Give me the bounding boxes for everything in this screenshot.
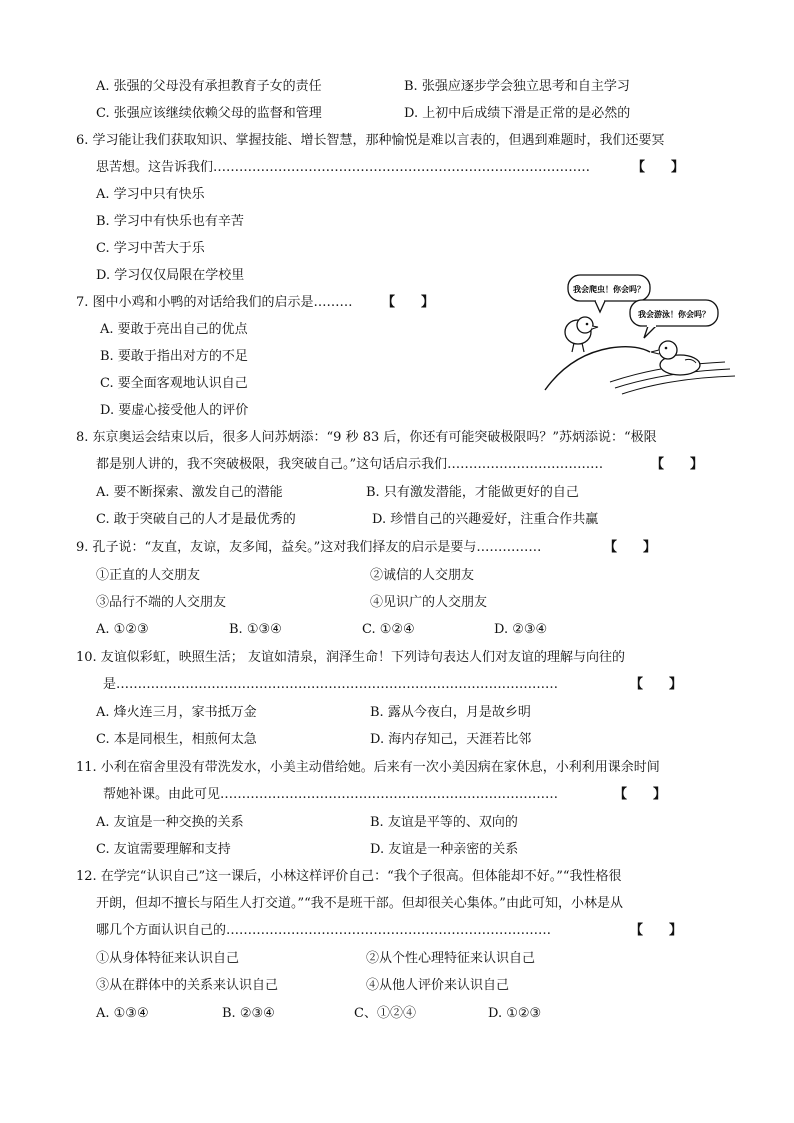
- q6-answer-bracket: 【 】: [632, 160, 685, 175]
- q9-statement-3: ③品行不端的人交朋友: [96, 595, 227, 610]
- q8-stem-line2: 都是别人讲的，我不突破极限，我突破自己。”这句话启示我们………………………………: [96, 457, 604, 472]
- q7-stem-line1: 7. 图中小鸡和小鸭的对话给我们的启示是………: [76, 295, 353, 310]
- q7-option-a: A. 要敢于亮出自己的优点: [100, 322, 248, 337]
- q12-statement-4: ④从他人评价来认识自己: [366, 978, 510, 993]
- duck-speech-bubble: [630, 300, 718, 338]
- q11-option-d: D. 友谊是一种亲密的关系: [370, 842, 519, 857]
- q10-answer-bracket: 【 】: [630, 677, 683, 692]
- chick-figure: [565, 317, 598, 352]
- q11-answer-bracket: 【 】: [614, 787, 667, 802]
- q9-option-b: B. ①③④: [229, 622, 282, 637]
- q7-answer-bracket: 【 】: [382, 295, 435, 310]
- q12-option-b: B. ②③④: [222, 1006, 275, 1021]
- q8-option-c: C. 敢于突破自己的人才是最优秀的: [96, 512, 296, 527]
- q11-option-a: A. 友谊是一种交换的关系: [96, 815, 244, 830]
- q8-option-d: D. 珍惜自己的兴趣爱好，注重合作共赢: [372, 512, 599, 527]
- q10-option-d: D. 海内存知己，天涯若比邻: [370, 732, 532, 747]
- q12-option-d: D. ①②③: [488, 1006, 542, 1021]
- river-bank: [545, 347, 650, 390]
- q10-option-a: A. 烽火连三月，家书抵万金: [96, 705, 257, 720]
- chick-bubble-text: 我会爬虫！你会吗？: [573, 285, 645, 294]
- q6-option-a: A. 学习中只有快乐: [96, 187, 205, 202]
- q12-answer-bracket: 【 】: [630, 923, 683, 938]
- q12-stem-line2: 开朗，但却不擅长与陌生人打交道。”“我不是班干部。但却很关心集体。”由此可知，小林是从: [96, 896, 623, 911]
- q10-option-c: C. 本是同根生，相煎何太急: [96, 732, 257, 747]
- q7-option-d: D. 要虚心接受他人的评价: [100, 403, 249, 418]
- q12-option-a: A. ①③④: [96, 1006, 149, 1021]
- q12-statement-1: ①从身体特征来认识自己: [96, 951, 240, 966]
- q5-option-a: A. 张强的父母没有承担教育子女的责任: [96, 79, 322, 94]
- q6-stem-line2: 思苦想。这告诉我们……………………………………………………………………………: [96, 160, 591, 175]
- q6-stem-line1: 6. 学习能让我们获取知识、掌握技能、增长智慧，那种愉悦是难以言表的，但遇到难题时，我们还要冥: [76, 133, 665, 148]
- q8-option-a: A. 要不断探索、激发自己的潜能: [96, 485, 283, 500]
- q11-option-b: B. 友谊是平等的、双向的: [370, 815, 518, 830]
- q11-stem-line1: 11. 小利在宿舍里没有带洗发水，小美主动借给她。后来有一次小美因病在家休息，小利利用课余时间: [76, 760, 660, 775]
- q12-statement-2: ②从个性心理特征来认识自己: [366, 951, 536, 966]
- q12-statement-3: ③从在群体中的关系来认识自己: [96, 978, 279, 993]
- q9-option-d: D. ②③④: [494, 622, 548, 637]
- q9-answer-bracket: 【 】: [604, 540, 657, 555]
- q11-option-c: C. 友谊需要理解和支持: [96, 842, 231, 857]
- q5-option-b: B. 张强应逐步学会独立思考和自主学习: [404, 79, 630, 94]
- q12-option-c: C、①②④: [354, 1006, 416, 1021]
- q8-option-b: B. 只有激发潜能，才能做更好的自己: [366, 485, 579, 500]
- q11-stem-line2: 帮她补课。由此可见……………………………………………………………………: [103, 787, 559, 802]
- q7-option-b: B. 要敢于指出对方的不足: [100, 349, 248, 364]
- q9-statement-1: ①正直的人交朋友: [96, 568, 201, 583]
- q7-option-c: C. 要全面客观地认识自己: [100, 376, 248, 391]
- q8-answer-bracket: 【 】: [651, 457, 704, 472]
- q8-stem-line1: 8. 东京奥运会结束以后，很多人问苏炳添：“9 秒 83 后，你还有可能突破极限吗？”苏炳添说：“极限: [76, 430, 657, 445]
- q9-statement-4: ④见识广的人交朋友: [370, 595, 488, 610]
- q12-stem-line1: 12. 在学完“认识自己”这一课后，小林这样评价自己：“我个子很高。但体能却不好。”“我性格很: [76, 869, 622, 884]
- q12-stem-line3: 哪几个方面认识自己的…………………………………………………………………: [96, 923, 552, 938]
- q10-stem-line2: 是…………………………………………………………………………………………: [103, 677, 558, 692]
- q9-option-c: C. ①②④: [362, 622, 415, 637]
- q9-stem-line1: 9. 孔子说：“友直，友谅，友多闻，益矣。”这对我们择友的启示是要与……………: [76, 540, 542, 555]
- q6-option-b: B. 学习中有快乐也有辛苦: [96, 214, 244, 229]
- q6-option-d: D. 学习仅仅局限在学校里: [96, 268, 245, 283]
- q5-option-d: D. 上初中后成绩下滑是正常的是必然的: [404, 106, 631, 121]
- q5-option-c: C. 张强应该继续依赖父母的监督和管理: [96, 106, 322, 121]
- q9-statement-2: ②诚信的人交朋友: [370, 568, 475, 583]
- chick-duck-illustration: [540, 270, 745, 400]
- duck-bubble-text: 我会游泳！你会吗？: [638, 310, 710, 319]
- q6-option-c: C. 学习中苦大于乐: [96, 241, 205, 256]
- q9-option-a: A. ①②③: [96, 622, 149, 637]
- q10-stem-line1: 10. 友谊似彩虹，映照生活； 友谊如清泉，润泽生命！下列诗句表达人们对友谊的理解与向往的: [76, 650, 625, 665]
- q10-option-b: B. 露从今夜白，月是故乡明: [370, 705, 531, 720]
